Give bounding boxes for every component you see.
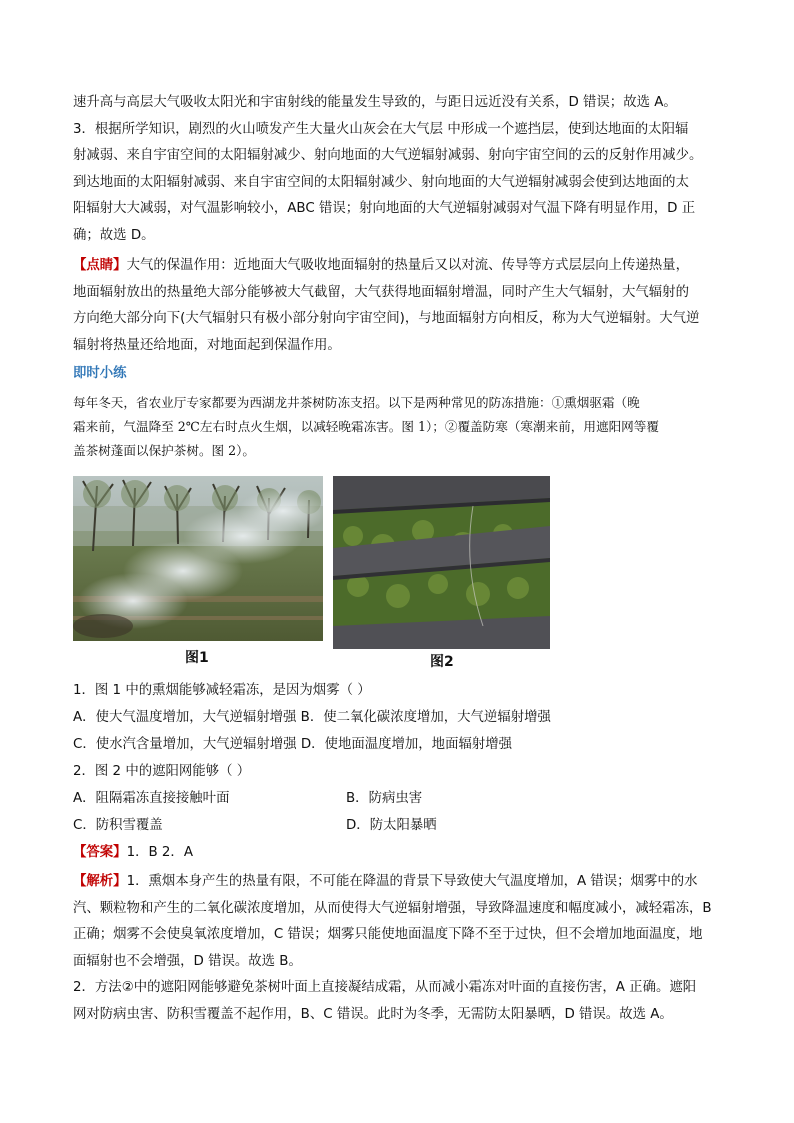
paragraph-analysis — [73, 869, 723, 1029]
figure-1-smoke-photo — [73, 476, 323, 641]
text-line: 到达地面的太阳辐射减弱、来自宇宙空间的太阳辐射减少、射向地面的大气逆辐射减弱会使到达地面的太 — [73, 174, 689, 190]
analysis-tag: 【解析】 — [73, 874, 127, 889]
figure-2-caption: 图2 — [430, 654, 454, 670]
material-paragraph — [73, 391, 723, 463]
question-1: 1．图 1 中的熏烟能够减轻霜冻，是因为烟雾（ ） — [73, 683, 371, 698]
question-2-option-b: B．防病虫害 — [346, 791, 423, 806]
shade-net-image — [333, 476, 550, 649]
text-line — [73, 253, 723, 280]
text-line — [73, 869, 723, 896]
dianjing-first: 大气的保温作用：近地面大气吸收地面辐射的热量后又以对流、传导等方式层层向上传递热量， — [126, 258, 689, 273]
question-2-option-d: D．防太阳暴晒 — [346, 818, 437, 833]
smoke-orchard-image — [73, 476, 323, 641]
figure-1-caption: 图1 — [185, 650, 209, 666]
answer-text: 1．B 2．A — [126, 845, 193, 860]
text-line: 网对防病虫害、防积雪覆盖不起作用，B、C 错误。此时为冬季，无需防太阳暴晒，D 错误。故选 A。 — [73, 1006, 673, 1022]
paragraph-dianjing — [73, 253, 723, 359]
question-1-options-cd: C．使水汽含量增加，大气逆辐射增强 D．使地面温度增加，地面辐射增强 — [73, 737, 513, 752]
text-line: 2．方法②中的遮阳网能够避免茶树叶面上直接凝结成霜，从而减小霜冻对叶面的直接伤害，A 正确。遮阳 — [73, 980, 697, 996]
text-line: 辐射将热量还给地面，对地面起到保温作用。 — [73, 337, 341, 353]
text-line: 面辐射也不会增强，D 错误。故选 B。 — [73, 953, 302, 969]
text-line: 确；故选 D。 — [73, 227, 155, 243]
text-line: 阳辐射大大减弱，对气温影响较小，ABC 错误；射向地面的大气逆辐射减弱对气温下降有明显作用，D 正 — [73, 201, 696, 217]
question-2: 2．图 2 中的遮阳网能够（ ） — [73, 764, 251, 779]
question-2-option-c: C．防积雪覆盖 — [73, 818, 163, 833]
paragraph-top — [73, 90, 723, 250]
text-line: 盖茶树蓬面以保护茶树。图 2）。 — [73, 443, 256, 458]
text-line: 正确；烟雾不会使臭氧浓度增加，C 错误；烟雾只能使地面温度下降不至于过快，但不会增加地面温度，地 — [73, 927, 703, 943]
section-title: 即时小练 — [73, 366, 127, 381]
text-line: 汽、颗粒物和产生的二氧化碳浓度增加，从而使得大气逆辐射增强，导致降温速度和幅度减小，减轻霜冻，B — [73, 900, 712, 916]
text-line: 速升高与高层大气吸收太阳光和宇宙射线的能量发生导致的，与距日远近没有关系，D 错误；故选 A。 — [73, 95, 677, 110]
question-1-options-ab: A．使大气温度增加，大气逆辐射增强 B．使二氧化碳浓度增加，大气逆辐射增强 — [73, 710, 551, 725]
text-line: 每年冬天，省农业厅专家都要为西湖龙井茶树防冻支招。以下是两种常见的防冻措施：①熏烟驱霜（晚 — [73, 395, 640, 410]
text-line: 射减弱、来自宇宙空间的太阳辐射减少、射向地面的大气逆辐射减弱、射向宇宙空间的云的反射作用减少。 — [73, 148, 703, 164]
answer-line — [73, 843, 193, 863]
question-2-option-a: A．阻隔霜冻直接接触叶面 — [73, 791, 230, 806]
text-line: 3．根据所学知识，剧烈的火山喷发产生大量火山灰会在大气层 中形成一个遮挡层，使到达地面的太阳辐 — [73, 121, 689, 137]
dianjing-tag: 【点睛】 — [73, 258, 127, 273]
figure-2-net-photo — [333, 476, 550, 649]
analysis-first: 1．熏烟本身产生的热量有限，不可能在降温的背景下导致使大气温度增加，A 错误；烟雾中的水 — [126, 874, 698, 889]
text-line: 霜来前，气温降至 2℃左右时点火生烟，以减轻晚霜冻害。图 1）；②覆盖防寒（寒潮来前，用遮阳网等覆 — [73, 419, 659, 434]
text-line: 地面辐射放出的热量绝大部分能够被大气截留，大气获得地面辐射增温，同时产生大气辐射，大气辐射的 — [73, 284, 689, 300]
answer-tag: 【答案】 — [73, 845, 127, 860]
text-line: 方向绝大部分向下(大气辐射只有极小部分射向宇宙空间)，与地面辐射方向相反，称为大气逆辐射。大气逆 — [73, 311, 700, 327]
